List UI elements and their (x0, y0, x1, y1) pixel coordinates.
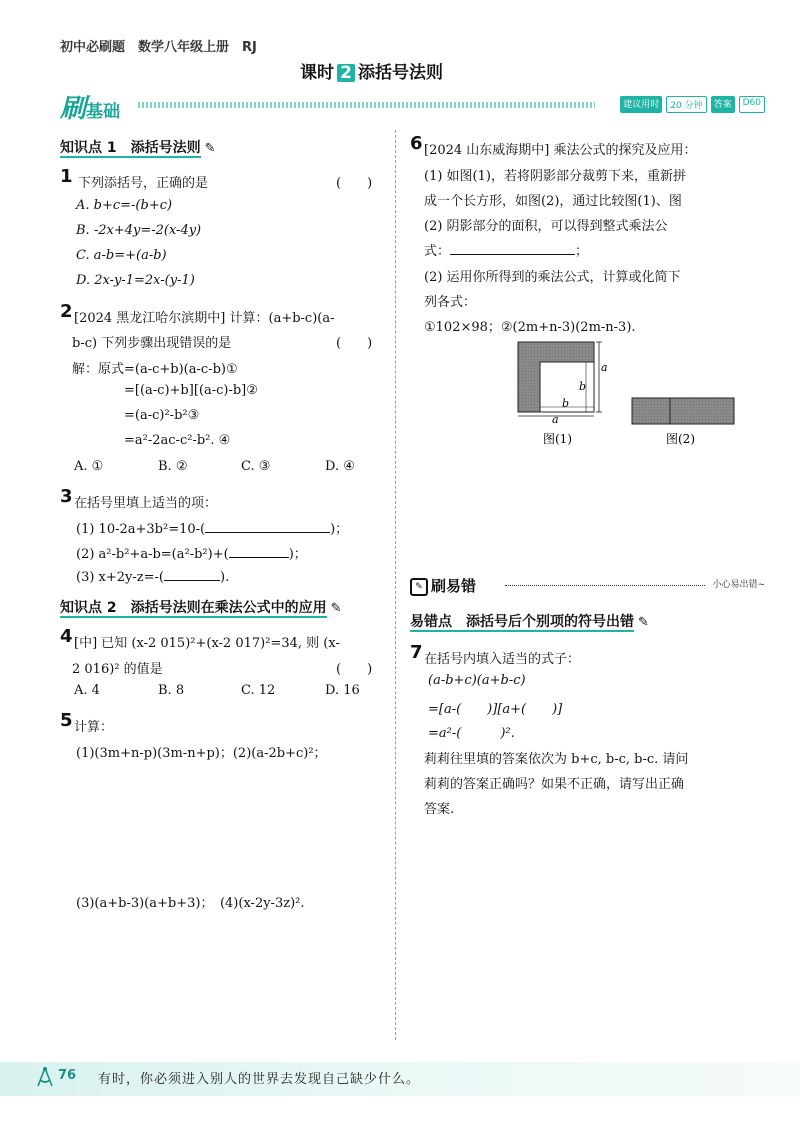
q7-number: 7 (410, 642, 423, 663)
q3-blank-3[interactable] (164, 568, 220, 581)
q2-step-1: 解：原式=(a-c+b)(a-c-b)① (72, 362, 238, 377)
answer-page: D60 (739, 96, 765, 113)
error-point-label: 易错点 添括号后个别项的符号出错 (410, 614, 634, 630)
fig1-label-a-bottom: a (552, 413, 559, 426)
pencil-icon: ✎ (638, 615, 649, 630)
q3-item-2-end: )； (288, 547, 307, 562)
basic-section-band (60, 88, 765, 124)
error-section-icon: ✎ (410, 578, 428, 596)
q6-line5-pre: 式： (424, 244, 451, 259)
q4-number: 4 (60, 626, 73, 647)
pencil-icon: ✎ (330, 601, 342, 616)
q1-number: 1 (60, 166, 73, 187)
q5-line2: (3)(a+b-3)(a+b+3)； (4)(x-2y-3z)². (76, 896, 305, 911)
q7-line1: (a-b+c)(a+b-c) (428, 673, 526, 688)
q1-answer-paren: ( ) (336, 176, 373, 191)
q7-line5: 莉莉的答案正确吗？如果不正确，请写出正确 (424, 777, 685, 792)
fig1-caption: 图(1) (543, 432, 572, 446)
logo-small-text: 基础 (86, 102, 121, 122)
q4-line1: [中] 已知 (x-2 015)²+(x-2 017)²=34, 则 (x- (74, 636, 340, 651)
q3-item-3-end: ). (220, 570, 230, 585)
q3-item-3-text: (3) x+2y-z=-( (76, 570, 164, 585)
q1-option-d: D. 2x-y-1=2x-(y-1) (76, 273, 195, 288)
q4-option-c: C. 12 (241, 683, 276, 698)
q6-line2: (1) 如图(1)，若将阴影部分裁剪下来，重新拼 (424, 169, 686, 184)
q2-number: 2 (60, 301, 73, 322)
q6-line1: [2024 山东威海期中] 乘法公式的探究及应用： (424, 143, 697, 158)
q4-option-b: B. 8 (158, 683, 185, 698)
compass-icon (34, 1066, 56, 1088)
dotted-arrow (505, 585, 705, 586)
time-answer-tags (620, 96, 765, 113)
logo-big-char: 刷 (60, 94, 87, 124)
column-divider (395, 130, 396, 1040)
lesson-title (300, 58, 443, 83)
book-header: 初中必刷题 数学八年级上册 RJ (60, 40, 257, 55)
q3-item-1 (76, 518, 348, 537)
q7-line3: =a²-( )². (428, 726, 515, 741)
q7-line2: =[a-( )][a+( )] (428, 702, 563, 717)
answer-label: 答案 (711, 96, 735, 113)
q2-option-d: D. ④ (325, 459, 355, 474)
knowledge-point-2 (60, 597, 342, 617)
figure-2 (632, 398, 734, 446)
error-section-text: 刷易错 (431, 577, 477, 595)
q6-line5 (424, 240, 588, 259)
error-section-band (410, 575, 765, 597)
q2-option-b: B. ② (158, 459, 188, 474)
kp2-label: 知识点 2 添括号法则在乘法公式中的应用 (60, 600, 327, 616)
fig1-label-a-right: a (601, 361, 608, 374)
q6-line8: ①102×98；②(2m+n-3)(2m-n-3). (424, 320, 636, 335)
basic-section-logo (60, 88, 120, 125)
q6-line6: (2) 运用你所得到的乘法公式，计算或化简下 (424, 270, 681, 285)
q7-stem: 在括号内填入适当的式子： (424, 652, 581, 667)
q2-step-4: =a²-2ac-c²-b². ④ (124, 433, 231, 448)
knowledge-point-1 (60, 137, 216, 157)
q3-blank-1[interactable] (205, 520, 330, 533)
q3-item-2 (76, 543, 307, 562)
q6-number: 6 (410, 133, 423, 154)
q3-blank-2[interactable] (229, 545, 289, 558)
q4-line2: 2 016)² 的值是 (72, 662, 163, 677)
q3-item-2-text: (2) a²-b²+a-b=(a²-b²)+( (76, 547, 229, 562)
pencil-icon: ✎ (204, 141, 216, 156)
q2-step-2: =[(a-c)+b][(a-c)-b]② (124, 383, 258, 398)
lesson-name: 添括号法则 (358, 63, 443, 83)
q6-formula-blank[interactable] (450, 242, 575, 255)
figure-1 (518, 342, 608, 446)
q2-line1: [2024 黑龙江哈尔滨期中] 计算：(a+b-c)(a- (74, 311, 335, 326)
dotted-decoration (138, 102, 595, 108)
q3-item-1-text: (1) 10-2a+3b²=10-( (76, 522, 206, 537)
footer-motto: 有时，你必须进入别人的世界去发现自己缺少什么。 (98, 1072, 421, 1087)
q3-number: 3 (60, 486, 73, 507)
q2-line2: b-c) 下列步骤出现错误的是 (72, 336, 232, 351)
q5-stem: 计算： (74, 720, 114, 735)
page-number: 76 (58, 1068, 77, 1083)
fig1-label-b-right: b (579, 380, 587, 393)
q2-answer-paren: ( ) (336, 336, 373, 351)
q7-line6: 答案. (424, 802, 455, 817)
q5-line1: (1)(3m+n-p)(3m-n+p)；(2)(a-2b+c)²； (76, 746, 327, 761)
fig2-caption: 图(2) (666, 432, 695, 446)
error-section-label (410, 575, 476, 596)
q2-option-c: C. ③ (241, 459, 271, 474)
error-section-note: 小心易出错~ (712, 580, 765, 590)
q5-number: 5 (60, 710, 73, 731)
q4-option-d: D. 16 (325, 683, 360, 698)
time-value: 20 分钟 (666, 96, 706, 113)
error-point (410, 611, 649, 631)
lesson-prefix: 课时 (300, 63, 334, 83)
q1-option-a: A. b+c=-(b+c) (76, 198, 173, 213)
fig1-label-b-bottom: b (562, 397, 570, 410)
q3-item-1-end: )； (330, 522, 349, 537)
q4-option-a: A. 4 (74, 683, 100, 698)
q2-step-3: =(a-c)²-b²③ (124, 408, 200, 423)
q4-answer-paren: ( ) (336, 662, 373, 677)
kp1-label: 知识点 1 添括号法则 (60, 140, 201, 156)
q2-option-a: A. ① (74, 459, 104, 474)
q6-line5-post: ； (575, 244, 589, 259)
q1-option-c: C. a-b=+(a-b) (76, 248, 167, 263)
q3-stem: 在括号里填上适当的项： (74, 496, 218, 511)
q1-stem: 下列添括号，正确的是 (78, 176, 209, 191)
q1-option-b: B. -2x+4y=-2(x-4y) (76, 223, 202, 238)
time-label: 建议用时 (620, 96, 662, 113)
q6-figures (510, 335, 750, 450)
q6-line3: 成一个长方形，如图(2)，通过比较图(1)、图 (424, 194, 682, 209)
q6-line7: 列各式： (424, 295, 477, 310)
lesson-number: 2 (337, 64, 355, 82)
q7-line4: 莉莉往里填的答案依次为 b+c, b-c, b-c. 请问 (424, 752, 689, 767)
q3-item-3 (76, 568, 229, 585)
q6-line4: (2) 阴影部分的面积，可以得到整式乘法公 (424, 219, 668, 234)
